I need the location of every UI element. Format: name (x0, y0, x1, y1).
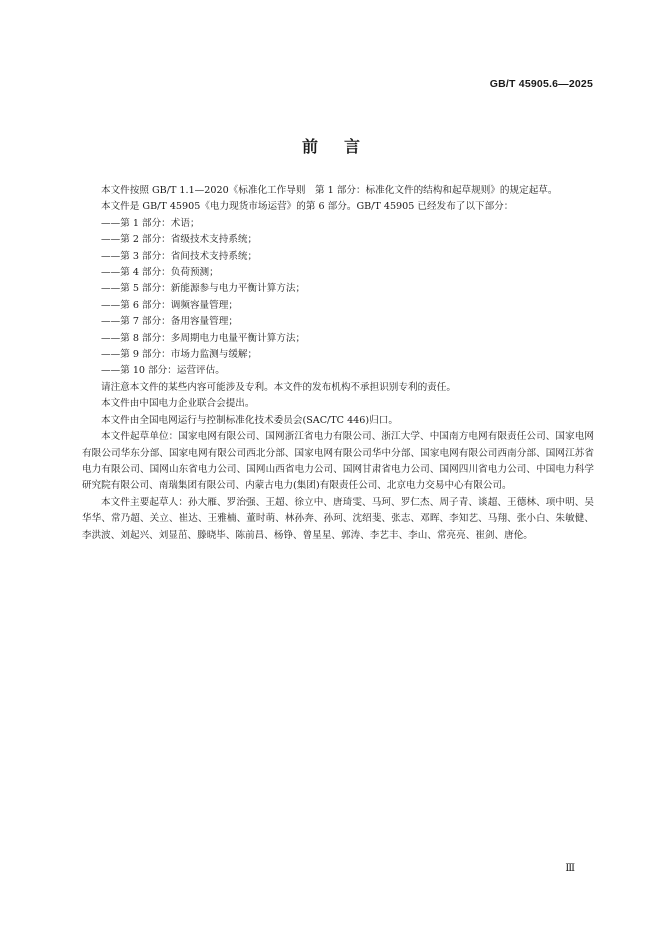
parts-list (82, 216, 594, 380)
drafting-rule-paragraph: 本文件按照 GB/T 1.1—2020《标准化工作导则 第 1 部分：标准化文件的结构和起草规则》的规定起草。 (101, 185, 558, 196)
drafting-units-paragraph: 本文件起草单位：国家电网有限公司、国网浙江省电力有限公司、浙江大学、中国南方电网有限责任公司、国家电网有限公司华东分部、国家电网有限公司西北分部、国家电网有限公司华中分部、国家电网有限公司西南分部、国网江苏省电力有限公司、国网山东省电力公司、国网山西省电力公司、国网甘肃省电力公司、国网四川省电力公司、中国电力科学研究院有限公司、南瑞集团有限公司、内蒙古电力(集团)有限责任公司、北京电力交易中心有限公司。 (82, 431, 594, 492)
list-item: ——第 6 部分：调频容量管理； (101, 299, 238, 311)
drafters-paragraph: 本文件主要起草人：孙大雁、罗治强、王超、徐立中、唐琦雯、马珂、罗仁杰、周子青、谈超、王德林、项中明、吴华华、常乃超、关立、崔达、王雅楠、董时萌、林孙奔、孙珂、沈绍斐、张志、邓晖、李知艺、马翔、张小白、朱敏健、李洪波、刘起兴、刘显茁、滕晓毕、陈前昌、杨铮、曾星星、郭涛、李艺丰、李山、常亮亮、崔剑、唐伦。 (82, 496, 594, 541)
committee-paragraph: 本文件由全国电网运行与控制标准化技术委员会(SAC/TC 446)归口。 (101, 414, 398, 426)
foreword-body (82, 183, 594, 544)
patent-notice-paragraph: 请注意本文件的某些内容可能涉及专利。本文件的发布机构不承担识别专利的责任。 (101, 381, 456, 393)
list-item: ——第 4 部分：负荷预测； (101, 267, 219, 279)
series-statement-paragraph: 本文件是 GB/T 45905《电力现货市场运营》的第 6 部分。GB/T 45905 已经发布了以下部分： (101, 201, 514, 213)
standard-code: GB/T 45905.6—2025 (489, 78, 593, 90)
page-number: Ⅲ (565, 863, 575, 874)
list-item: ——第 9 部分：市场力监测与缓解； (101, 349, 258, 361)
list-item: ——第 5 部分：新能源参与电力平衡计算方法； (101, 283, 306, 295)
list-item: ——第 10 部分：运营评估。 (101, 365, 225, 377)
page-title: 前言 (301, 137, 386, 156)
proposer-paragraph: 本文件由中国电力企业联合会提出。 (101, 398, 255, 410)
list-item: ——第 7 部分：备用容量管理； (101, 316, 238, 328)
list-item: ——第 2 部分：省级技术支持系统； (101, 234, 258, 246)
list-item: ——第 3 部分：省间技术支持系统； (101, 250, 258, 262)
list-item: ——第 1 部分：术语； (101, 217, 200, 229)
list-item: ——第 8 部分：多周期电力电量平衡计算方法； (101, 332, 306, 344)
